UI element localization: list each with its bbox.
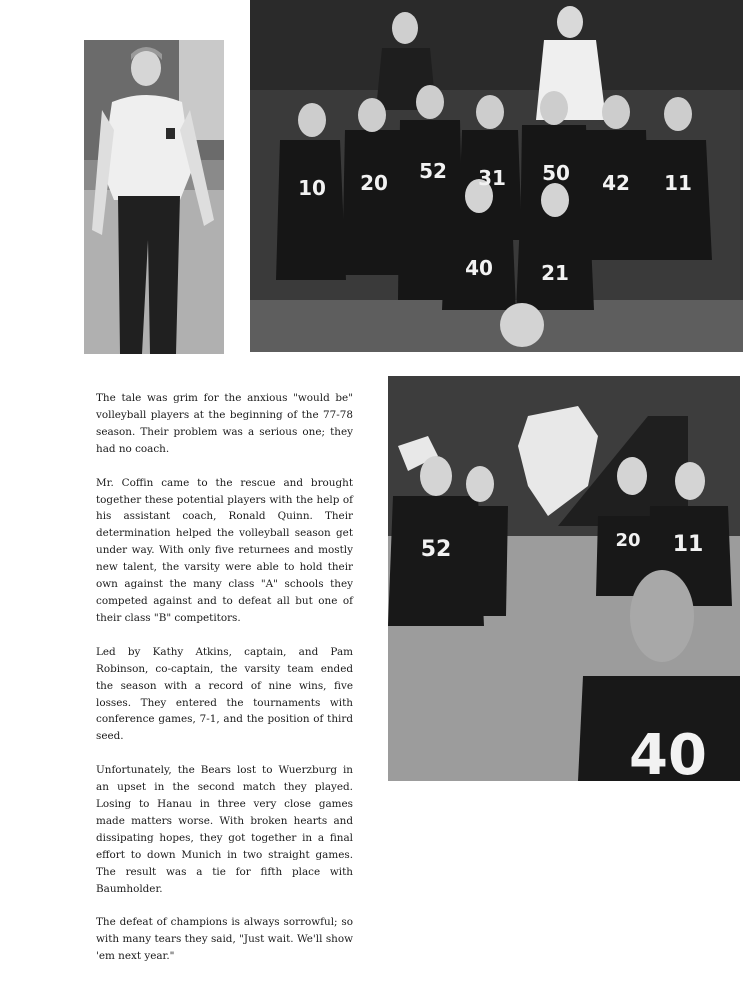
article-body xyxy=(96,390,353,982)
team-jersey-number-3: 52 xyxy=(419,159,447,183)
action-jersey-number-3: 11 xyxy=(672,532,704,557)
team-jersey-number-5: 50 xyxy=(542,161,570,185)
action-photo xyxy=(388,376,740,781)
article-paragraph: Unfortunately, the Bears lost to Wuerzburg in an upset in the second match they played. Losing to Hanau in three very close games made matters worse. With broken hearts and dissipating hopes, they got together in a final effort to down Munich in two straight games. The result was a tie for fifth place with Baumholder. xyxy=(96,764,353,895)
action-jersey-number-1: 52 xyxy=(420,537,452,562)
team-jersey-number-2: 20 xyxy=(360,171,388,195)
team-jersey-number-6: 42 xyxy=(602,171,630,195)
coach-photo-graphic xyxy=(84,40,224,354)
team-jersey-number-9: 21 xyxy=(541,261,569,285)
team-photo xyxy=(250,0,743,352)
action-jersey-number-4: 40 xyxy=(629,723,707,781)
action-jersey-number-2: 20 xyxy=(615,530,641,551)
team-jersey-number-8: 40 xyxy=(465,256,493,280)
article-paragraph: The tale was grim for the anxious "would be" volleyball players at the beginning of the 77-78 season. Their problem was a serious one; they had no coach. xyxy=(96,392,353,455)
team-jersey-number-1: 10 xyxy=(298,176,326,200)
article-paragraph: Mr. Coffin came to the rescue and brought together these potential players with the help of his assistant coach, Ronald Quinn. Their determination helped the volleyball season get under way. With only five returnees and mostly new talent, the varsity were able to hold their own against the many class "A" schools they competed against and to defeat all but one of their class "B" competitors. xyxy=(96,476,353,624)
article-paragraph: The defeat of champions is always sorrowful; so with many tears they said, "Just wait. We'll show 'em next year." xyxy=(96,916,353,963)
team-jersey-number-7: 11 xyxy=(664,171,692,195)
article-paragraph: Led by Kathy Atkins, captain, and Pam Robinson, co-captain, the varsity team ended the season with a record of nine wins, five losses. They entered the tournaments with conference games, 7-1, and the position of third seed. xyxy=(96,645,353,743)
coach-photo xyxy=(84,40,224,354)
team-jersey-number-4: 31 xyxy=(478,166,506,190)
action-photo-graphic xyxy=(388,376,740,781)
team-photo-graphic xyxy=(250,0,743,352)
